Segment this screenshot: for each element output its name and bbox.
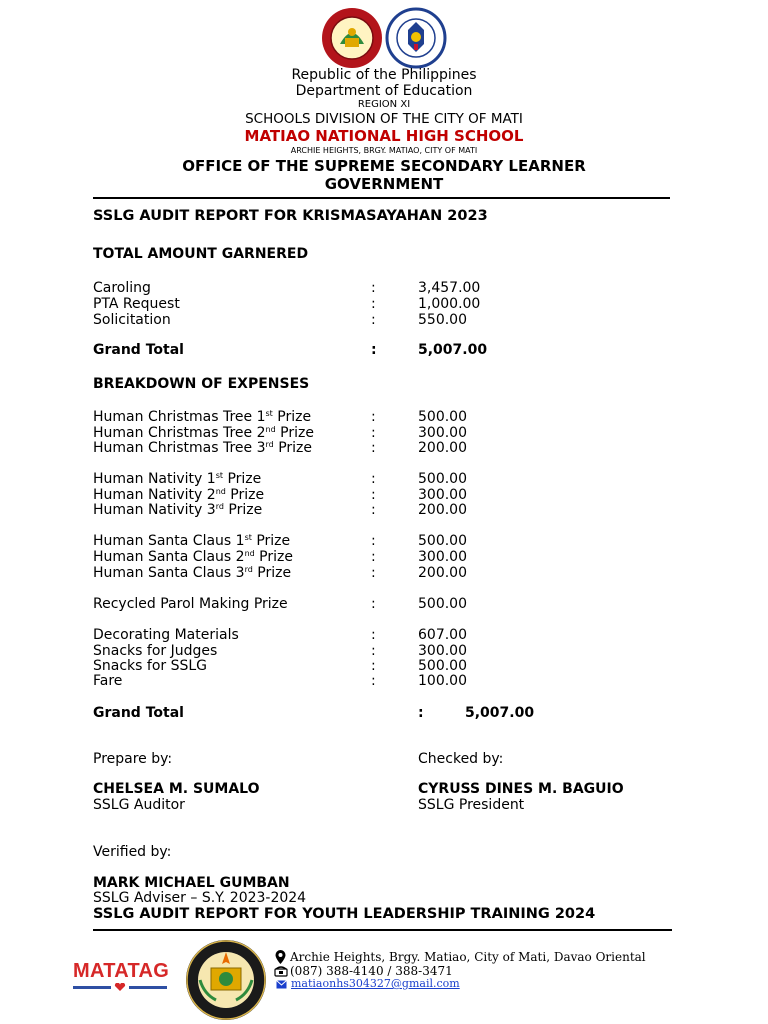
office-title-line1: OFFICE OF THE SUPREME SECONDARY LEARNER — [182, 157, 586, 175]
ordinal-suffix: rd — [244, 565, 253, 574]
expense-amount: 500.00 — [418, 658, 467, 674]
expense-label — [93, 673, 122, 689]
expenses-total-label: Grand Total — [93, 705, 184, 721]
expense-label-text: Snacks for Judges — [93, 643, 218, 659]
expense-label-suffix: Prize — [254, 549, 293, 565]
garnered-total-label: Grand Total — [93, 342, 184, 358]
expense-label-suffix: Prize — [252, 565, 292, 581]
expense-label — [93, 565, 291, 581]
expense-label — [93, 549, 293, 565]
garnered-total-amount: 5,007.00 — [418, 342, 488, 358]
expense-label-text: Fare — [93, 673, 123, 689]
expense-label — [93, 502, 262, 518]
location-pin-icon — [275, 950, 286, 964]
prepare-label: Prepare by: — [93, 751, 173, 767]
expense-label-text: Recycled Parol Making Prize — [93, 596, 288, 612]
expense-label-text: Human Nativity 2 — [93, 487, 216, 503]
expense-amount: 200.00 — [418, 440, 467, 456]
garnered-heading: TOTAL AMOUNT GARNERED — [93, 246, 309, 262]
footer-phone: (087) 388-4140 / 388-3471 — [290, 964, 453, 978]
expense-colon: : — [371, 658, 376, 674]
expense-label-text: Human Nativity 3 — [93, 502, 216, 518]
expense-label — [93, 658, 207, 674]
expense-label-suffix: Prize — [272, 409, 312, 425]
prepare-name: CHELSEA M. SUMALO — [93, 781, 260, 797]
ordinal-suffix: nd — [215, 487, 226, 496]
expense-label-text: Human Santa Claus 2 — [93, 549, 245, 565]
school-address: ARCHIE HEIGHTS, BRGY. MATIAO, CITY OF MATI — [290, 146, 478, 155]
expense-label-suffix: Prize — [275, 425, 314, 441]
expense-label-text: Human Christmas Tree 3 — [93, 440, 266, 456]
expense-label-suffix: Prize — [225, 487, 265, 503]
expense-label — [93, 643, 217, 659]
expense-amount: 200.00 — [418, 565, 467, 581]
sslg-seal-icon — [184, 938, 268, 1022]
ordinal-suffix: nd — [244, 549, 255, 558]
matatag-logo — [73, 960, 177, 991]
office-title-line2: GOVERNMENT — [324, 175, 444, 193]
garnered-label: PTA Request — [93, 296, 180, 312]
next-report-title: SSLG AUDIT REPORT FOR YOUTH LEADERSHIP TRAINING 2024 — [93, 906, 596, 922]
expense-amount: 200.00 — [418, 502, 467, 518]
department-line: Department of Education — [295, 83, 473, 99]
expense-label — [93, 533, 290, 549]
expense-label-suffix: Prize — [251, 533, 291, 549]
expense-label — [93, 425, 314, 441]
expense-colon: : — [371, 565, 376, 581]
expense-colon: : — [371, 627, 376, 643]
expense-label-text: Human Christmas Tree 1 — [93, 409, 266, 425]
expense-amount: 300.00 — [418, 487, 467, 503]
verified-name: MARK MICHAEL GUMBAN — [93, 875, 290, 891]
garnered-amount: 3,457.00 — [418, 280, 481, 296]
deped-seal-icon — [385, 7, 447, 69]
ordinal-suffix: rd — [215, 502, 224, 511]
expense-amount: 300.00 — [418, 643, 467, 659]
heart-icon — [114, 983, 126, 992]
expense-label — [93, 471, 261, 487]
expense-label-text: Human Santa Claus 3 — [93, 565, 245, 581]
expense-colon: : — [371, 487, 376, 503]
ordinal-suffix: nd — [265, 425, 276, 434]
report-title: SSLG AUDIT REPORT FOR KRISMASAYAHAN 2023 — [93, 208, 488, 224]
expense-label — [93, 627, 239, 643]
ordinal-suffix: st — [265, 409, 273, 418]
garnered-label: Caroling — [93, 280, 151, 296]
checked-name: CYRUSS DINES M. BAGUIO — [418, 781, 624, 797]
expense-amount: 607.00 — [418, 627, 467, 643]
email-icon — [276, 980, 287, 989]
expense-label — [93, 596, 288, 612]
expense-colon: : — [371, 673, 376, 689]
checked-label: Checked by: — [418, 751, 504, 767]
ordinal-suffix: rd — [265, 440, 274, 449]
expenses-total-colon: : — [418, 705, 424, 721]
expense-label-suffix: Prize — [273, 440, 313, 456]
expense-amount: 100.00 — [418, 673, 467, 689]
expense-colon: : — [371, 440, 376, 456]
expense-label-text: Decorating Materials — [93, 627, 239, 643]
header-divider — [93, 197, 670, 199]
expense-amount: 300.00 — [418, 425, 467, 441]
expense-label — [93, 440, 312, 456]
expense-label-text: Snacks for SSLG — [93, 658, 208, 674]
expense-colon: : — [371, 549, 376, 565]
school-name: MATIAO NATIONAL HIGH SCHOOL — [244, 127, 524, 145]
garnered-total-colon: : — [371, 342, 377, 358]
expense-label-text: Human Santa Claus 1 — [93, 533, 245, 549]
expenses-total-amount: 5,007.00 — [465, 705, 535, 721]
garnered-colon: : — [371, 280, 376, 296]
phone-icon — [274, 966, 288, 977]
garnered-colon: : — [371, 312, 376, 328]
garnered-colon: : — [371, 296, 376, 312]
ordinal-suffix: st — [244, 533, 252, 542]
expense-amount: 500.00 — [418, 596, 467, 612]
expense-colon: : — [371, 643, 376, 659]
expense-colon: : — [371, 533, 376, 549]
expenses-heading: BREAKDOWN OF EXPENSES — [93, 376, 310, 392]
expense-label-suffix: Prize — [223, 502, 263, 518]
matatag-brand: MATATAG — [73, 960, 170, 982]
division-line: SCHOOLS DIVISION OF THE CITY OF MATI — [245, 111, 523, 127]
footer-address: Archie Heights, Brgy. Matiao, City of Mati, Davao Oriental — [290, 950, 646, 964]
republic-line: Republic of the Philippines — [291, 67, 477, 83]
expense-colon: : — [371, 425, 376, 441]
region-line: REGION XI — [357, 99, 411, 110]
garnered-label: Solicitation — [93, 312, 171, 328]
garnered-amount: 550.00 — [418, 312, 467, 328]
expense-amount: 500.00 — [418, 533, 467, 549]
expense-label-suffix: Prize — [223, 471, 262, 487]
checked-role: SSLG President — [418, 797, 525, 813]
prepare-role: SSLG Auditor — [93, 797, 185, 813]
expense-colon: : — [371, 596, 376, 612]
expense-amount: 300.00 — [418, 549, 467, 565]
expense-label — [93, 409, 311, 425]
expense-label-text: Human Nativity 1 — [93, 471, 216, 487]
footer-divider — [93, 929, 672, 931]
verified-role: SSLG Adviser – S.Y. 2023-2024 — [93, 890, 307, 906]
expense-amount: 500.00 — [418, 471, 467, 487]
school-seal-icon — [320, 6, 384, 70]
expense-label — [93, 487, 264, 503]
expense-colon: : — [371, 471, 376, 487]
expense-colon: : — [371, 409, 376, 425]
footer-email-link[interactable]: matiaonhs304327@gmail.com — [291, 977, 460, 990]
expense-colon: : — [371, 502, 376, 518]
ordinal-suffix: st — [215, 471, 223, 480]
verified-label: Verified by: — [93, 844, 172, 860]
expense-amount: 500.00 — [418, 409, 467, 425]
expense-label-text: Human Christmas Tree 2 — [93, 425, 266, 441]
garnered-amount: 1,000.00 — [418, 296, 481, 312]
